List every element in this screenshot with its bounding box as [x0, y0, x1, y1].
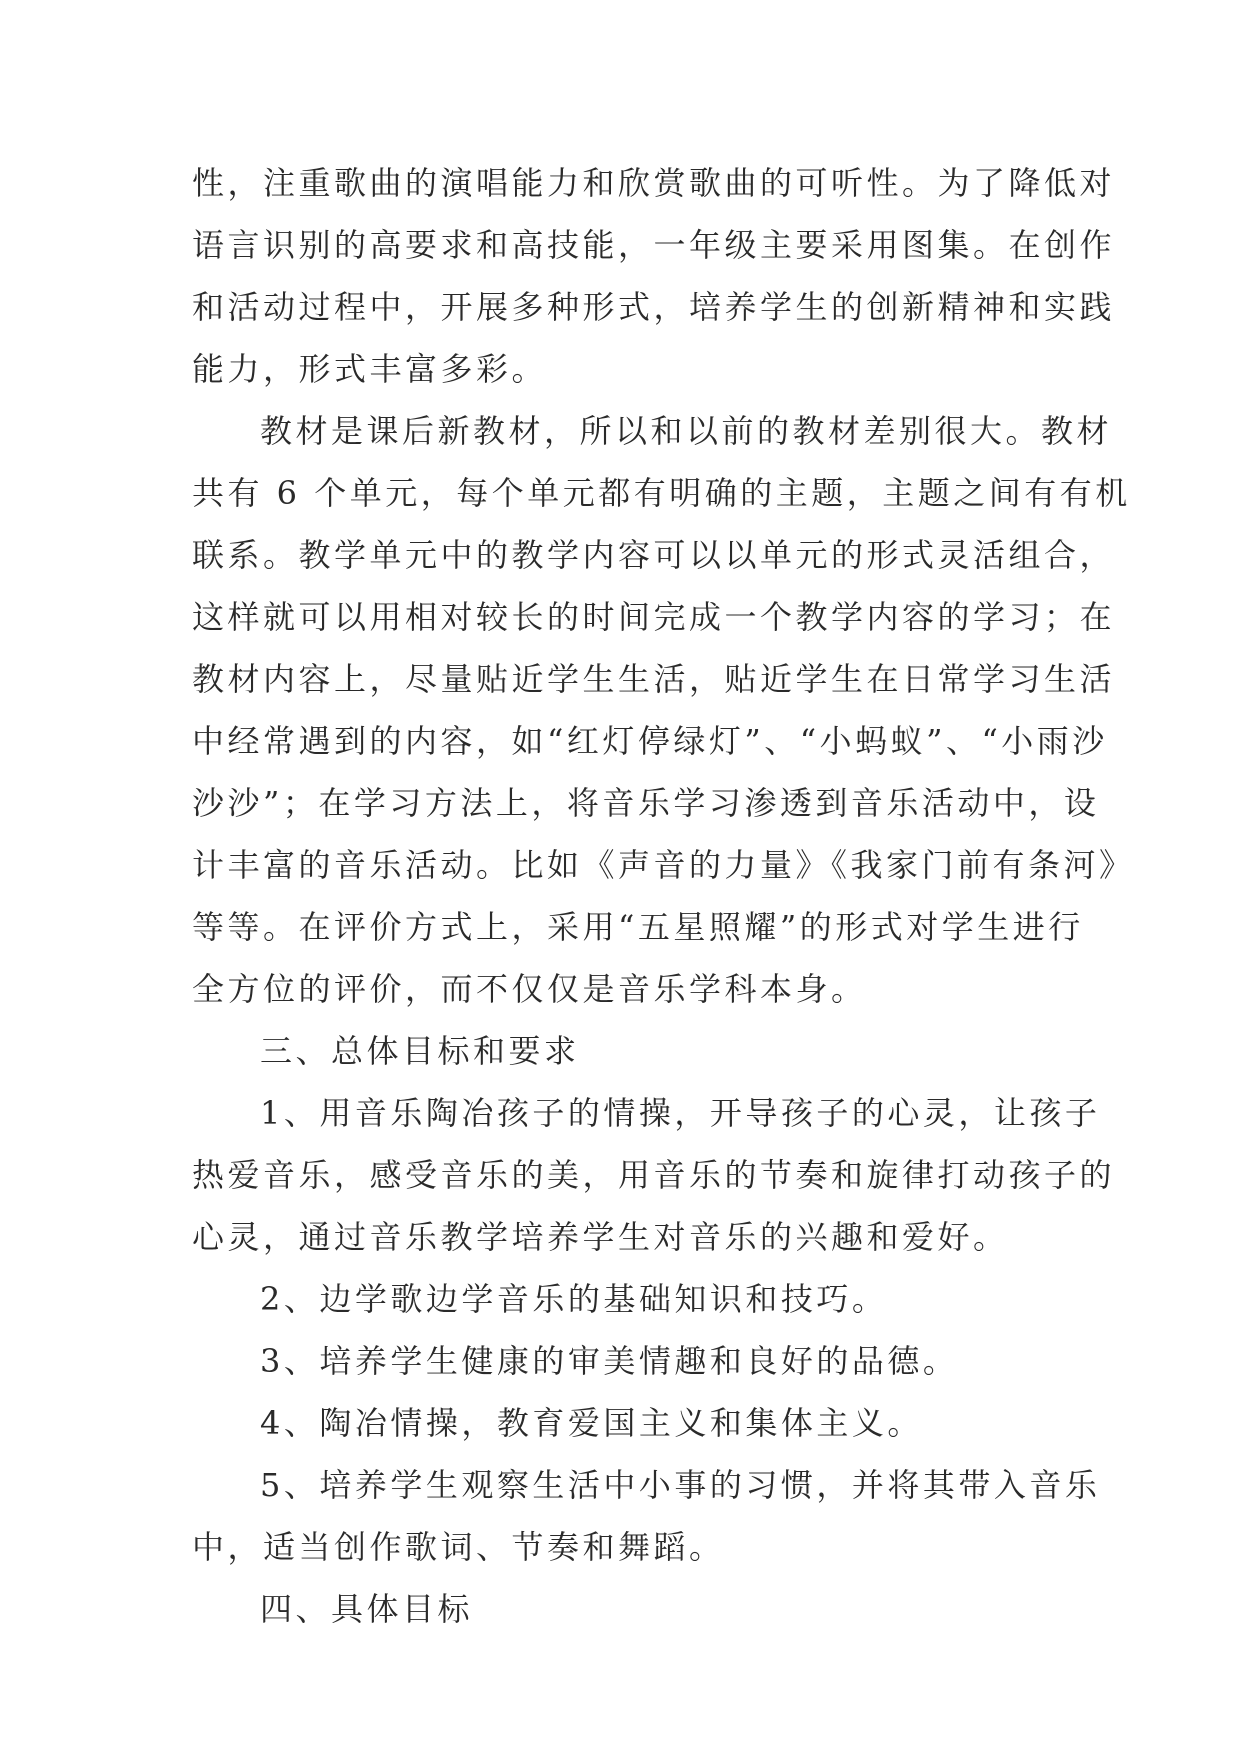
- text-line: 中，适当创作歌词、节奏和舞蹈。: [192, 1528, 725, 1566]
- text-line: 等等。在评价方式上，采用“五星照耀”的形式对学生进行: [192, 908, 1084, 946]
- text-line: 全方位的评价，而不仅仅是音乐学科本身。: [192, 970, 867, 1008]
- list-item-first-line: 5、培养学生观察生活中小事的习惯，并将其带入音乐: [260, 1466, 1101, 1504]
- text-line: 计丰富的音乐活动。比如《声音的力量》《我家门前有条河》: [192, 846, 1135, 884]
- section-heading: 四、具体目标: [260, 1590, 474, 1628]
- text-line: 这样就可以用相对较长的时间完成一个教学内容的学习；在: [192, 598, 1116, 636]
- text-line: 共有 6 个单元，每个单元都有明确的主题，主题之间有有机: [192, 474, 1131, 512]
- list-item-first-line: 2、边学歌边学音乐的基础知识和技巧。: [260, 1280, 888, 1318]
- list-item-first-line: 3、培养学生健康的审美情趣和良好的品德。: [260, 1342, 959, 1380]
- text-line: 沙沙”；在学习方法上，将音乐学习渗透到音乐活动中，设: [192, 784, 1100, 822]
- text-line: 中经常遇到的内容，如“红灯停绿灯”、“小蚂蚁”、“小雨沙: [192, 722, 1108, 760]
- section-heading: 三、总体目标和要求: [260, 1032, 580, 1070]
- text-line: 联系。教学单元中的教学内容可以以单元的形式灵活组合，: [192, 536, 1116, 574]
- text-line: 性，注重歌曲的演唱能力和欣赏歌曲的可听性。为了降低对: [192, 164, 1116, 202]
- text-line: 教材内容上，尽量贴近学生生活，贴近学生在日常学习生活: [192, 660, 1116, 698]
- text-line: 心灵，通过音乐教学培养学生对音乐的兴趣和爱好。: [192, 1218, 1009, 1256]
- paragraph-first-line: 教材是课后新教材，所以和以前的教材差别很大。教材: [260, 412, 1113, 450]
- list-item-first-line: 1、用音乐陶冶孩子的情操，开导孩子的心灵，让孩子: [260, 1094, 1101, 1132]
- text-line: 语言识别的高要求和高技能，一年级主要采用图集。在创作: [192, 226, 1116, 264]
- text-line: 能力，形式丰富多彩。: [192, 350, 548, 388]
- document-body: [192, 152, 1135, 1640]
- text-line: 热爱音乐，感受音乐的美，用音乐的节奏和旋律打动孩子的: [192, 1156, 1116, 1194]
- list-item-first-line: 4、陶冶情操，教育爱国主义和集体主义。: [260, 1404, 923, 1442]
- text-line: 和活动过程中，开展多种形式，培养学生的创新精神和实践: [192, 288, 1116, 326]
